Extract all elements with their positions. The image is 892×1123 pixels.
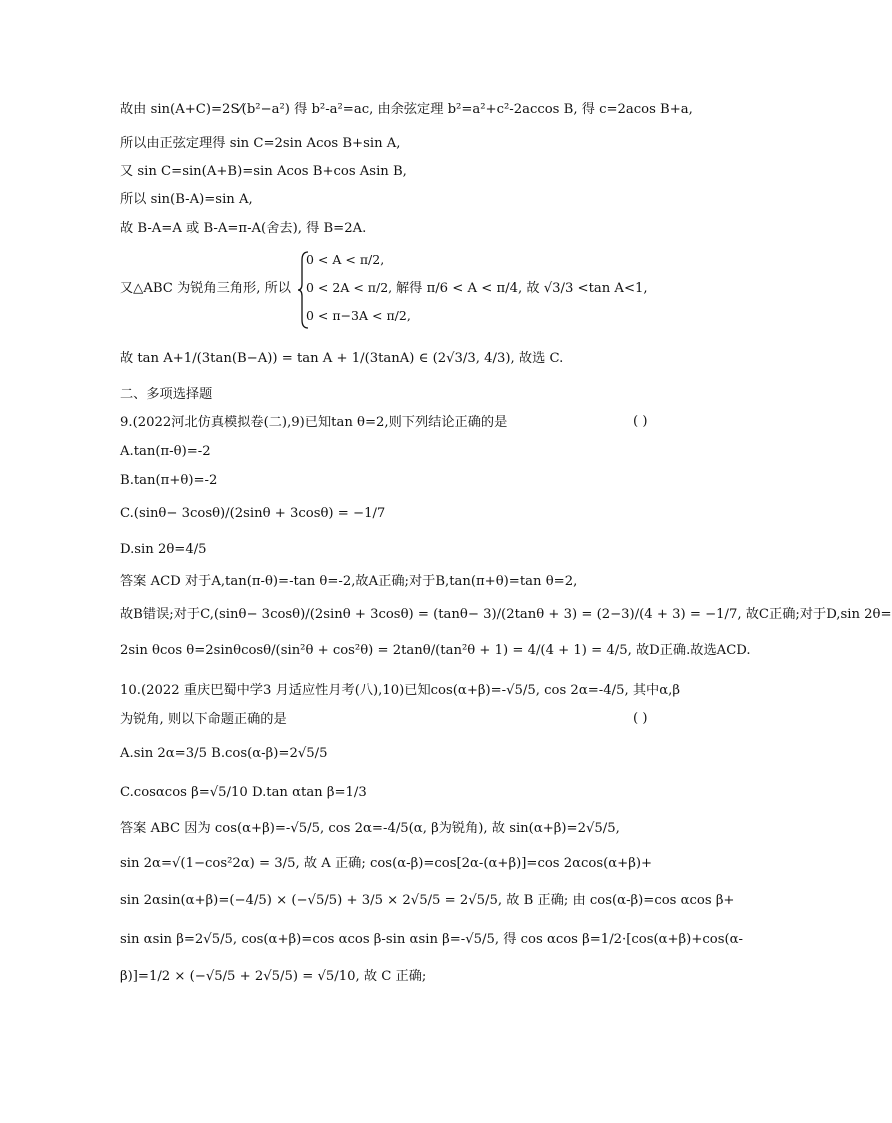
text-line: 所以 sin(B-A)=sin A, xyxy=(120,192,253,207)
text-line: 又 sin C=sin(A+B)=sin Acos B+cos Asin B, xyxy=(120,164,407,179)
answer-10: sin αsin β=2√5/5, cos(α+β)=cos αcos β-sin αsin β=-√5/5, 得 cos αcos β=1/2·[cos(α+β)+cos(α- xyxy=(120,932,743,947)
answer-10: sin 2αsin(α+β)=(−4/5) × (−√5/5) + 3/5 × 2√5/5 = 2√5/5, 故 B 正确; 由 cos(α-β)=cos αcos β+ xyxy=(120,893,735,908)
answer-9: 答案 ACD 对于A,tan(π-θ)=-tan θ=-2,故A正确;对于B,tan(π+θ)=tan θ=2, xyxy=(120,574,578,589)
text-line: 所以由正弦定理得 sin C=2sin Acos B+sin A, xyxy=(120,136,401,151)
section-heading: 二、多项选择题 xyxy=(120,387,213,402)
answer-blank: ( ) xyxy=(633,711,648,726)
inequality-case: 0 < 2A < π/2, xyxy=(306,280,393,295)
question-9-stem: 9.(2022河北仿真模拟卷(二),9)已知tan θ=2,则下列结论正确的是 xyxy=(120,415,508,430)
question-10-stem: 10.(2022 重庆巴蜀中学3 月适应性月考(八),10)已知cos(α+β)=-√5/5, cos 2α=-4/5, 其中α,β xyxy=(120,683,680,698)
option-b: B.tan(π+θ)=-2 xyxy=(120,473,218,488)
text-line: 解得 π/6 < A < π/4, 故 √3/3 <tan A<1, xyxy=(396,281,648,296)
option-c: C.(sinθ− 3cosθ)/(2sinθ + 3cosθ) = −1/7 xyxy=(120,506,386,521)
inequality-case: 0 < π−3A < π/2, xyxy=(306,308,411,323)
answer-blank: ( ) xyxy=(633,414,648,429)
answer-10: 答案 ABC 因为 cos(α+β)=-√5/5, cos 2α=-4/5(α, β为锐角), 故 sin(α+β)=2√5/5, xyxy=(120,821,620,836)
options-cd: C.cosαcos β=√5/10 D.tan αtan β=1/3 xyxy=(120,785,367,800)
text-line: 故由 sin(A+C)=2S⁄(b²−a²) 得 b²-a²=ac, 由余弦定理 b²=a²+c²-2accos B, 得 c=2acos B+a, xyxy=(120,102,693,117)
option-a: A.tan(π-θ)=-2 xyxy=(120,444,211,459)
options-ab: A.sin 2α=3/5 B.cos(α-β)=2√5/5 xyxy=(120,746,328,761)
answer-9: 2sin θcos θ=2sinθcosθ/(sin²θ + cos²θ) = 2tanθ/(tan²θ + 1) = 4/(4 + 1) = 4/5, 故D正确.故选ACD. xyxy=(120,643,751,658)
inequality-case: 0 < A < π/2, xyxy=(306,252,385,267)
answer-10: β)]=1/2 × (−√5/5 + 2√5/5) = √5/10, 故 C 正确; xyxy=(120,969,427,984)
question-10-stem: 为锐角, 则以下命题正确的是 xyxy=(120,712,287,727)
answer-9: 故B错误;对于C,(sinθ− 3cosθ)/(2sinθ + 3cosθ) = (tanθ− 3)/(2tanθ + 3) = (2−3)/(4 + 3) = −1/7, 故C正确;对于D,sin 2θ= xyxy=(120,607,892,622)
text-line: 故 B-A=A 或 B-A=π-A(舍去), 得 B=2A. xyxy=(120,221,367,236)
text-line: 又△ABC 为锐角三角形, 所以 xyxy=(120,281,291,296)
option-d: D.sin 2θ=4/5 xyxy=(120,542,207,557)
text-line: 故 tan A+1/(3tan(B−A)) = tan A + 1/(3tanA) ∈ (2√3/3, 4/3), 故选 C. xyxy=(120,351,564,366)
answer-10: sin 2α=√(1−cos²2α) = 3/5, 故 A 正确; cos(α-β)=cos[2α-(α+β)]=cos 2αcos(α+β)+ xyxy=(120,856,653,871)
